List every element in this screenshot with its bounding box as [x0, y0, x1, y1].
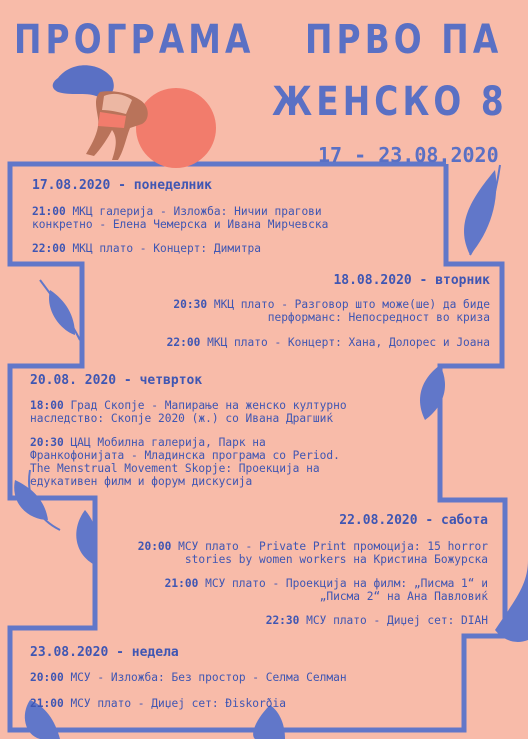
event	[167, 336, 490, 349]
day-heading: 18.08.2020 - вторник	[333, 273, 490, 288]
event-line: едукативен филм и форум дискусија	[30, 475, 253, 488]
event-line: наследство: Скопје 2020 (ж.) со Ивана Драгшиќ	[30, 412, 334, 425]
event	[30, 436, 340, 488]
event-line: МСУ плато - Проекција на филм: „Писма 1“ и	[205, 577, 488, 590]
event-time: 22:00	[166, 336, 201, 349]
event	[266, 614, 488, 627]
leaf-right-top	[464, 170, 496, 255]
event-line: перформанс: Непосредност во криза	[267, 311, 490, 324]
day-heading: 23.08.2020 - недела	[30, 645, 179, 660]
day-heading: 17.08.2020 - понеделник	[32, 178, 213, 193]
event-time: 20:00	[30, 671, 64, 684]
day-heading: 20.08. 2020 - четврток	[30, 373, 203, 388]
pink-circle	[136, 88, 216, 168]
event-line: Франкофонијата - Младинска програма со Period.	[30, 449, 340, 462]
event-time: 21:00	[30, 697, 64, 710]
event	[30, 399, 347, 425]
event-line: МКЦ плато - Концерт: Димитра	[72, 242, 262, 255]
event-time: 22:00	[32, 242, 66, 255]
event-time: 20:00	[137, 540, 172, 553]
event-time: 18:00	[30, 399, 64, 412]
event-line: МСУ плато - Диџеј сет: Ðiskorðia	[70, 697, 286, 710]
event-time: 21:00	[164, 577, 199, 590]
event-line: МКЦ плато - Разговор што може(ше) да биде	[213, 298, 490, 311]
event-time: 20:30	[173, 298, 208, 311]
event-time: 21:00	[32, 205, 66, 218]
leaf-bottom-mid	[253, 705, 285, 739]
woman-figure	[53, 65, 148, 160]
day-heading: 22.08.2020 - сабота	[339, 513, 488, 528]
event	[173, 298, 490, 324]
event	[32, 242, 261, 255]
event	[165, 577, 488, 603]
event-line: МСУ плато - Private Print промоција: 15 horror	[178, 540, 488, 553]
event	[138, 540, 488, 566]
event-line: Град Скопје - Мапирање на женско културно	[70, 399, 347, 412]
event-time: 22:30	[265, 614, 300, 627]
title-line-1: ПРОГРАМА	[14, 17, 255, 63]
event-line: МСУ - Изложба: Без простор - Селма Селман	[70, 671, 347, 684]
event-line: stories by women workers на Кристина Божурска	[184, 553, 488, 566]
event-line: конкретно - Елена Чемерска и Ивана Мирчевска	[32, 218, 329, 231]
event-line: МКЦ галерија - Изложба: Ничии прагови	[72, 205, 322, 218]
event-line: The Menstrual Movement Skopje: Проекција на	[30, 462, 320, 475]
event-line: МКЦ плато - Концерт: Хана, Долорес и Јоана	[207, 336, 490, 349]
event-time: 20:30	[30, 436, 64, 449]
event	[32, 205, 328, 231]
title-line-2: ПРВО ПА	[305, 17, 503, 63]
date-range: 17 - 23.08.2020	[318, 143, 499, 167]
event-line: МСУ плато - Диџеј сет: DIAH	[306, 614, 488, 627]
leaf-right-bottom	[495, 560, 528, 642]
event-line: ЦАЦ Мобилна галерија, Парк на	[70, 436, 266, 449]
event	[30, 697, 286, 710]
title-line-3: ЖЕНСКО 8	[272, 79, 508, 125]
event-line: „Писма 2“ на Ана Павловиќ	[319, 590, 488, 603]
event	[30, 671, 347, 684]
